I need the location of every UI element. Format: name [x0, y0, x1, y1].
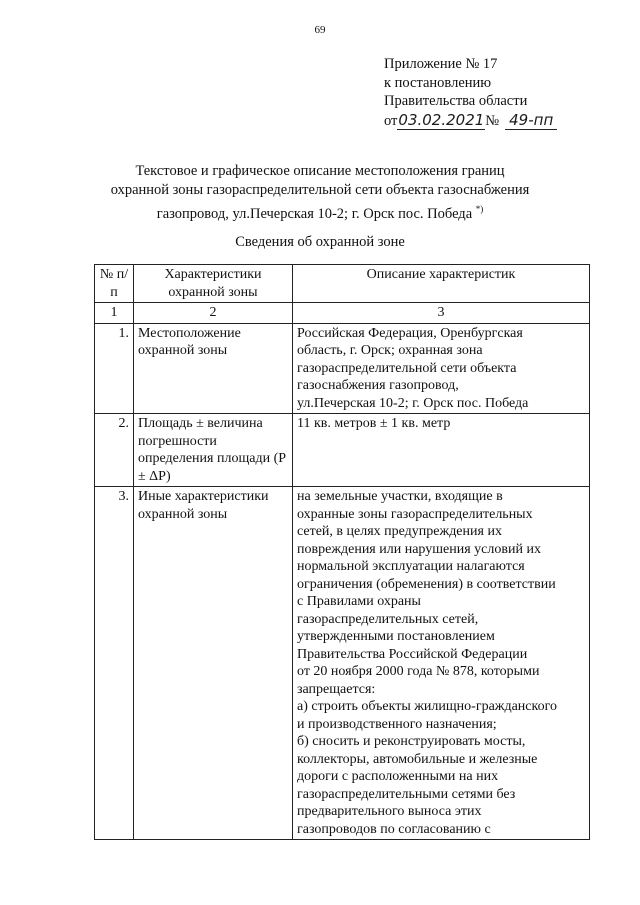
description-line: коллекторы, автомобильные и железные	[297, 751, 538, 767]
description-line: ул.Печерская 10-2; г. Орск пос. Победа	[297, 395, 529, 411]
description-line: газоснабжения газопровод,	[297, 378, 459, 393]
section-title: Сведения об охранной зоне	[235, 234, 405, 250]
document-title	[60, 162, 580, 224]
description-line: нормальной эксплуатации налагаются	[297, 559, 525, 574]
table-header-row	[95, 265, 590, 303]
zone-info-table	[94, 264, 590, 840]
header-characteristic: Характеристики охранной зоны	[134, 265, 293, 303]
description-line: на земельные участки, входящие в	[297, 489, 503, 504]
row-characteristic: Местоположение охранной зоны	[134, 323, 293, 414]
title-line-2: охранной зоны газораспределительной сети объекта газоснабжения	[110, 182, 530, 198]
appendix-header	[384, 55, 557, 130]
row-description	[293, 487, 590, 840]
description-line: охранные зоны газораспределительных	[297, 506, 533, 522]
description-line: газопроводов по согласованию с	[297, 821, 491, 837]
header-number: № п/п	[95, 265, 134, 303]
row-number: 2.	[95, 414, 134, 487]
handwritten-number: 49-пп	[505, 111, 557, 131]
description-line: с Правилами охраны	[297, 594, 421, 609]
title-line-3-text: газопровод, ул.Печерская 10-2; г. Орск пос. Победа	[156, 205, 473, 222]
row-description	[293, 414, 590, 487]
page-number: 69	[314, 24, 326, 36]
appendix-date-line	[384, 111, 557, 131]
index-3: 3	[293, 303, 590, 324]
appendix-line-3: Правительства области	[384, 93, 528, 109]
description-line: Правительства Российской Федерации	[297, 646, 528, 662]
description-line: предварительного выноса этих	[297, 804, 482, 819]
row-characteristic: Иные характеристики охранной зоны	[134, 487, 293, 840]
description-line: повреждения или нарушения условий их	[297, 541, 541, 557]
description-line: а) строить объекты жилищно-гражданского	[297, 699, 557, 714]
table-row	[95, 487, 590, 840]
table-index-row	[95, 303, 590, 324]
description-line: дороги с расположенными на них	[297, 769, 499, 784]
description-line: газораспределительных сетей,	[297, 611, 479, 627]
description-line: б) сносить и реконструировать мосты,	[297, 734, 526, 749]
appendix-line-2: к постановлению	[384, 74, 492, 91]
description-line: утвержденными постановлением	[297, 629, 495, 644]
row-number: 3.	[95, 487, 134, 840]
title-line-3	[60, 200, 580, 224]
row-description	[293, 323, 590, 414]
description-line: газораспределительными сетями без	[297, 786, 516, 802]
table-row	[95, 323, 590, 414]
appendix-line-1: Приложение № 17	[384, 56, 498, 72]
description-line: газораспределительной сети объекта	[297, 360, 517, 376]
description-line: от 20 ноября 2000 года № 878, которыми	[297, 664, 540, 679]
index-1: 1	[95, 303, 134, 324]
number-sign: №	[485, 112, 500, 129]
row-characteristic: Площадь ± величина погрешности определения площади (P ± ΔP)	[134, 414, 293, 487]
description-line: Российская Федерация, Оренбургская	[297, 325, 523, 341]
description-line: и производственного назначения;	[297, 716, 497, 732]
description-line: область, г. Орск; охранная зона	[297, 343, 483, 358]
description-line: запрещается:	[297, 681, 376, 697]
description-line: ограничения (обременения) в соответствии	[297, 576, 556, 592]
header-description: Описание характеристик	[293, 265, 590, 303]
row-number: 1.	[95, 323, 134, 414]
index-2: 2	[134, 303, 293, 324]
description-line: 11 кв. метров ± 1 кв. метр	[297, 416, 451, 431]
handwritten-date: 03.02.2021	[398, 110, 485, 129]
date-prefix: от	[384, 112, 398, 129]
title-line-1: Текстовое и графическое описание местоположения границ	[135, 163, 505, 179]
description-line: сетей, в целях предупреждения их	[297, 524, 502, 539]
table-row	[95, 414, 590, 487]
footnote-mark: *)	[475, 204, 484, 214]
